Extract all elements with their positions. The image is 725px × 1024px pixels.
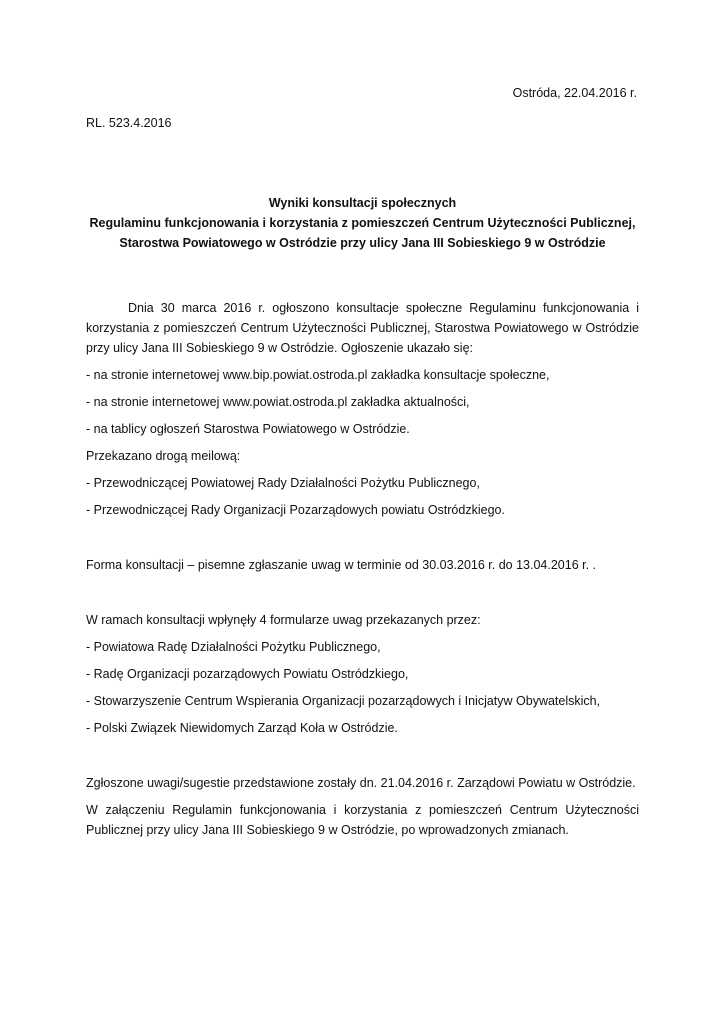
email-item: - Przewodniczącej Rady Organizacji Pozarządowych powiatu Ostródzkiego. (86, 503, 505, 517)
presented-note: Zgłoszone uwagi/sugestie przedstawione zostały dn. 21.04.2016 r. Zarządowi Powiatu w Ostródzie. (86, 776, 636, 790)
submissions-heading: W ramach konsultacji wpłynęły 4 formularze uwag przekazanych przez: (86, 613, 481, 627)
submission-item: - Powiatowa Radę Działalności Pożytku Publicznego, (86, 640, 381, 654)
email-heading: Przekazano drogą meilową: (86, 449, 241, 463)
published-item: - na stronie internetowej www.bip.powiat.ostroda.pl zakładka konsultacje społeczne, (86, 368, 550, 382)
title-line-1: Wyniki konsultacji społecznych (268, 196, 457, 210)
title-line-2: Regulaminu funkcjonowania i korzystania z pomieszczeń Centrum Użyteczności Publicznej, (89, 216, 636, 230)
intro-text: Dnia 30 marca 2016 r. ogłoszono konsultacje społeczne Regulaminu funkcjonowania i korzystania z pomieszczeń Centrum Użyteczności Publicznej, Starostwa Powiatowego w Ostródzie przy ulicy Jana III Sobieskiego 9 w Ostródzie. Ogłoszenie ukazało się: (86, 301, 639, 355)
attachment-note: W załączeniu Regulamin funkcjonowania i korzystania z pomieszczeń Centrum Użyteczności Publicznej przy ulicy Jana III Sobieskiego 9 w Ostródzie, po wprowadzonych zmianach. (86, 803, 639, 837)
consultation-form: Forma konsultacji – pisemne zgłaszanie uwag w terminie od 30.03.2016 r. do 13.04.2016 r. . (86, 558, 597, 572)
submission-item: - Polski Związek Niewidomych Zarząd Koła w Ostródzie. (86, 721, 398, 735)
document-date: Ostróda, 22.04.2016 r. (512, 86, 637, 100)
submission-item: - Stowarzyszenie Centrum Wspierania Organizacji pozarządowych i Inicjatyw Obywatelskich, (86, 694, 601, 708)
email-item: - Przewodniczącej Powiatowej Rady Działalności Pożytku Publicznego, (86, 476, 480, 490)
title-line-3: Starostwa Powiatowego w Ostródzie przy ulicy Jana III Sobieskiego 9 w Ostródzie (119, 236, 606, 250)
submission-item: - Radę Organizacji pozarządowych Powiatu Ostródzkiego, (86, 667, 409, 681)
intro-paragraph (86, 298, 639, 358)
published-item: - na tablicy ogłoszeń Starostwa Powiatowego w Ostródzie. (86, 422, 410, 436)
document-title (86, 193, 639, 253)
reference-number: RL. 523.4.2016 (86, 116, 172, 130)
published-item: - na stronie internetowej www.powiat.ostroda.pl zakładka aktualności, (86, 395, 470, 409)
